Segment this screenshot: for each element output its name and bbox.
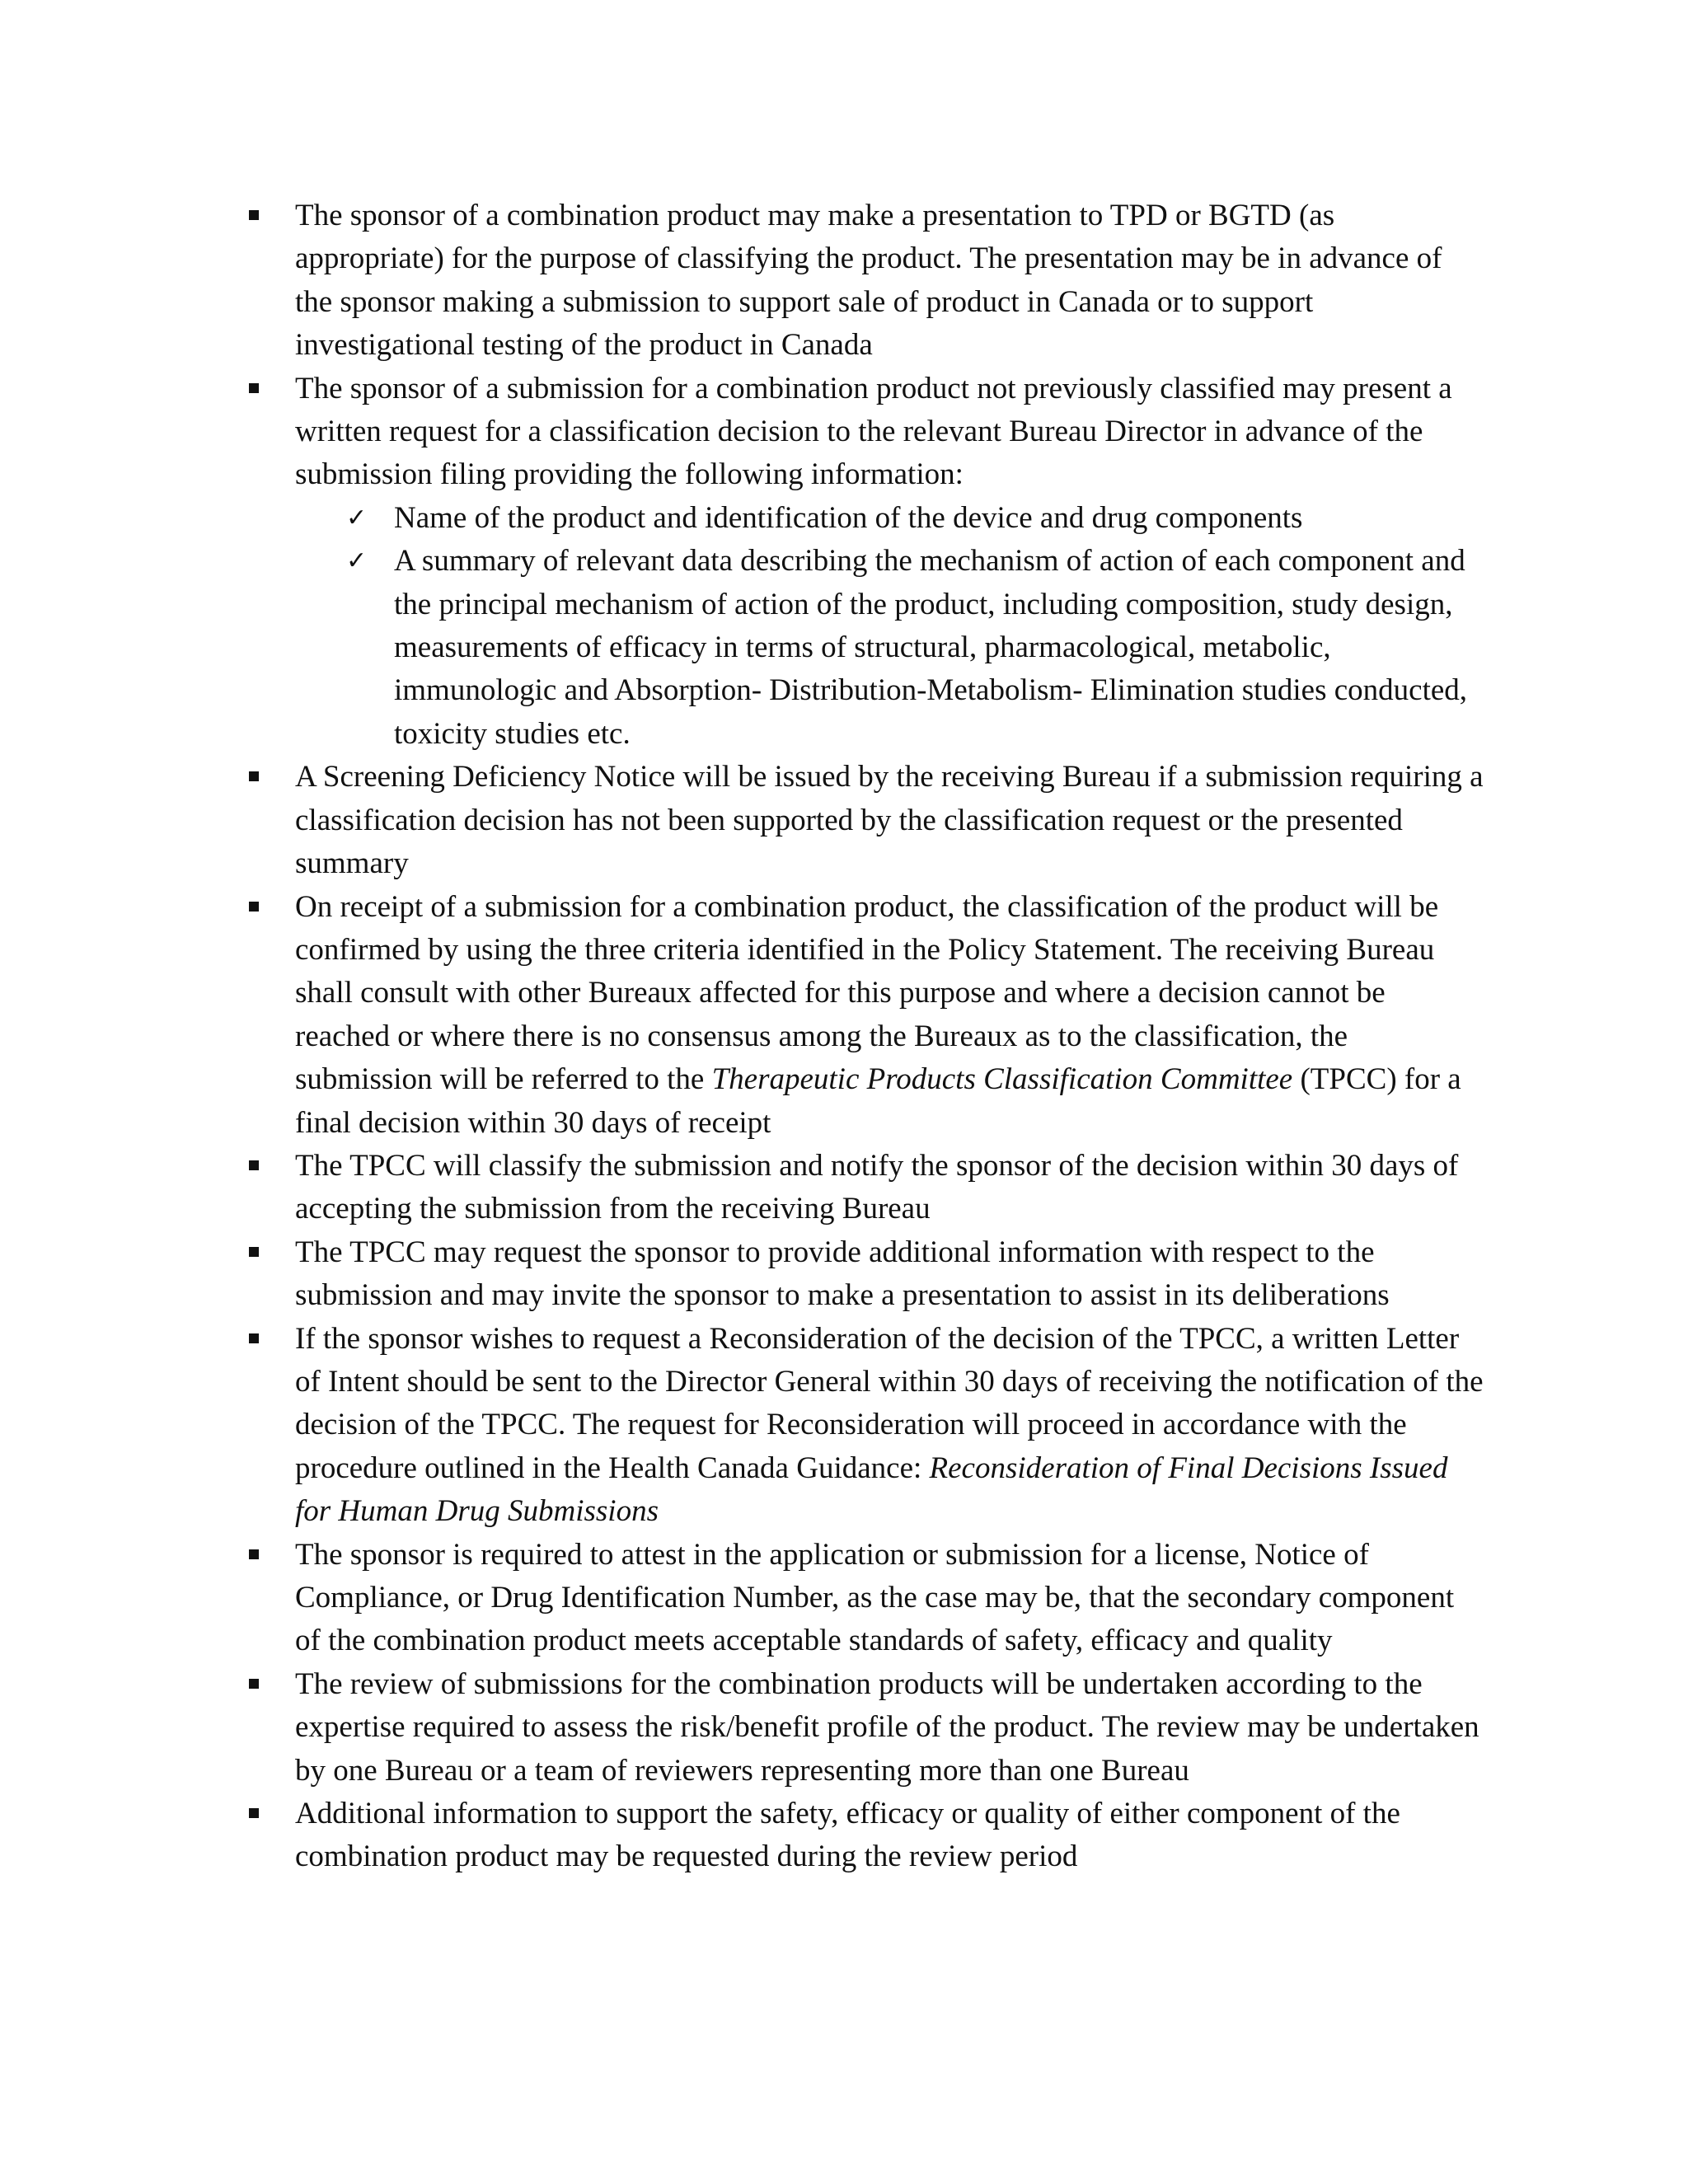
bullet-list — [247, 194, 1484, 1879]
list-item — [247, 1231, 1484, 1318]
document-body — [247, 194, 1484, 1879]
list-item — [247, 194, 1484, 368]
square-bullet-icon — [249, 1679, 259, 1689]
square-bullet-icon — [249, 1549, 259, 1559]
square-bullet-icon — [249, 1808, 259, 1818]
list-item — [247, 1318, 1484, 1534]
list-item — [247, 368, 1484, 757]
list-item — [247, 756, 1484, 885]
square-bullet-icon — [249, 1160, 259, 1170]
square-bullet-icon — [249, 902, 259, 912]
checklist-item — [346, 497, 1484, 540]
list-item-text: The sponsor of a submission for a combination product not previously classified may present a written request for a classification decision to the relevant Bureau Director in advance of the submission filing providing the following information: — [295, 371, 1452, 492]
list-item-text: Additional information to support the safety, efficacy or quality of either component of the combination product may be requested during the review period — [295, 1797, 1400, 1874]
list-item — [247, 1534, 1484, 1663]
square-bullet-icon — [249, 210, 259, 220]
square-bullet-icon — [249, 1247, 259, 1257]
list-item-text: The sponsor is required to attest in the application or submission for a license, Notice of Compliance, or Drug Identification Number, as the case may be, that the secondary component of the combination product meets acceptable standards of safety, efficacy and quality — [295, 1537, 1455, 1658]
square-bullet-icon — [249, 1333, 259, 1343]
square-bullet-icon — [249, 383, 259, 393]
list-item-text: The sponsor of a combination product may make a presentation to TPD or BGTD (as appropriate) for the purpose of classifying the product. The presentation may be in advance of the sponsor making a submission to support sale of product in Canada or to support investigational testing of the product in Canada — [295, 199, 1442, 363]
list-item-text-before: On receipt of a submission for a combination product, the classification of the product will be confirmed by using the three criteria identified in the Policy Statement. The receiving Bureau shall consult with other Bureaux affected for this purpose and where a decision cannot be reached or where there is no consensus among the Bureaux as to the classification, the submission will be referred to the — [295, 889, 1439, 1097]
guidance-title: Reconsideration of Final Decisions Issued for Human Drug Submissions — [295, 1451, 1448, 1529]
square-bullet-icon — [249, 771, 259, 781]
checklist-item — [346, 540, 1484, 756]
checkmark-icon: ✓ — [346, 546, 368, 576]
list-item — [247, 1793, 1484, 1879]
checkmark-icon: ✓ — [346, 503, 368, 532]
checklist-item-text: Name of the product and identification of the device and drug components — [394, 500, 1303, 535]
list-item-text: The review of submissions for the combination products will be undertaken according to the expertise required to assess the risk/benefit profile of the product. The review may be undertaken by one Bureau or a team of reviewers representing more than one Bureau — [295, 1666, 1479, 1788]
list-item — [247, 1663, 1484, 1793]
list-item-text: The TPCC may request the sponsor to provide additional information with respect to the submission and may invite the sponsor to make a presentation to assist in its deliberations — [295, 1235, 1390, 1313]
checklist-item-text: A summary of relevant data describing the mechanism of action of each component and the principal mechanism of action of the product, including composition, study design, measurements of efficacy in terms of structural, pharmacological, metabolic, immunologic and Absorption- Distribution-Metabolism- Elimination studies conducted, toxicity studies etc. — [394, 544, 1468, 751]
committee-name: Therapeutic Products Classification Committee — [711, 1062, 1293, 1097]
list-item-text: The TPCC will classify the submission and notify the sponsor of the decision within 30 days of accepting the submission from the receiving Bureau — [295, 1148, 1459, 1226]
list-item-text-before: If the sponsor wishes to request a Reconsideration of the decision of the TPCC, a written Letter of Intent should be sent to the Director General within 30 days of receiving the notification of the decision of the TPCC. The request for Reconsideration will proceed in accordance with the procedure outlined in the Health Canada Guidance: — [295, 1321, 1484, 1485]
list-item — [247, 1145, 1484, 1231]
list-item — [247, 886, 1484, 1145]
list-item-text-after: (TPCC) for a final decision within 30 days of receipt — [295, 1062, 1461, 1140]
list-item-text: A Screening Deficiency Notice will be issued by the receiving Bureau if a submission requiring a classification decision has not been supported by the classification request or the presented summary — [295, 760, 1484, 881]
checklist — [295, 497, 1484, 756]
